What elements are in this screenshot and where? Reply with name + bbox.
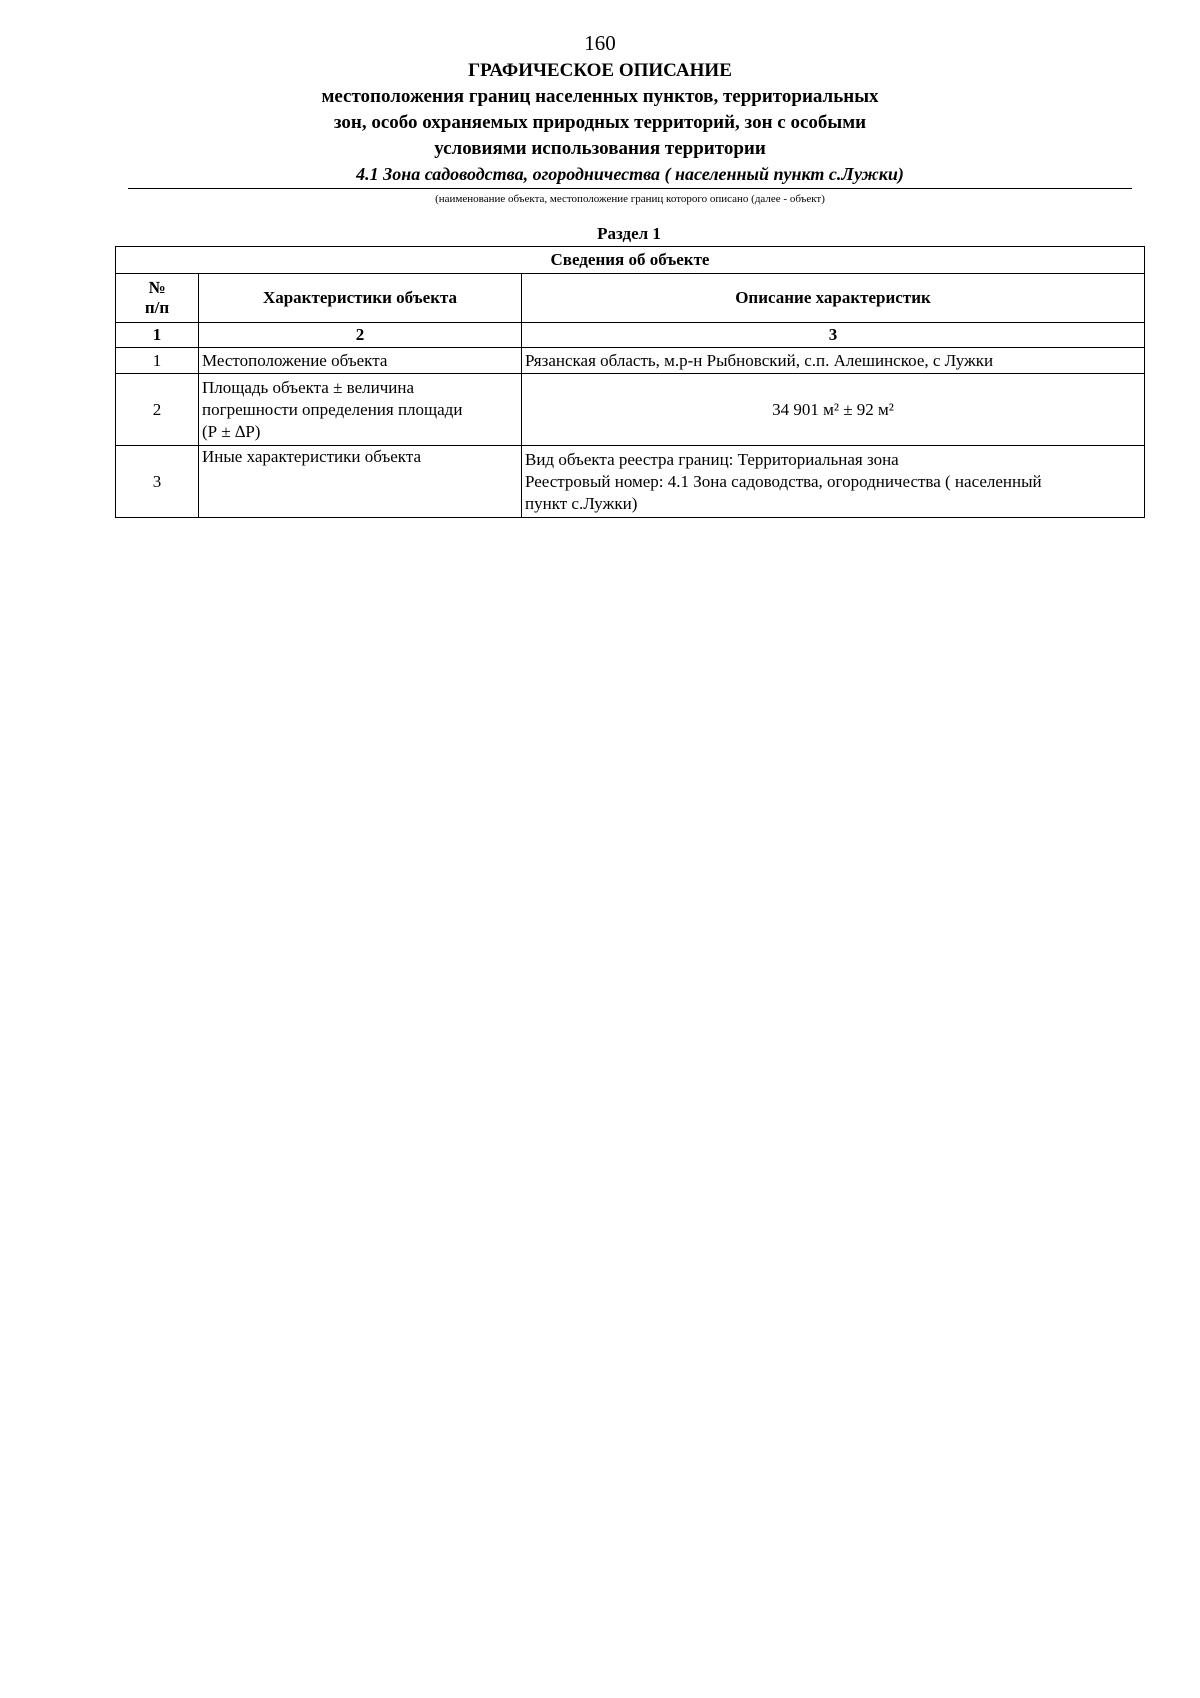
row-characteristic-line: Иные характеристики объекта: [202, 447, 422, 466]
table-header-row: [116, 274, 1145, 323]
row-characteristic-line: Площадь объекта ± величина: [202, 377, 415, 397]
row-characteristic: [199, 446, 522, 518]
document-subtitle-line-2: зон, особо охраняемых природных территорий, зон с особыми: [333, 112, 867, 133]
header-description: Описание характеристик: [522, 274, 1145, 323]
row-characteristic-line: (Р ± ∆Р): [202, 421, 261, 441]
column-number: 2: [199, 323, 522, 348]
row-characteristic-line: погрешности определения площади: [202, 399, 463, 419]
row-num: 1: [116, 348, 199, 374]
row-characteristic: [199, 348, 522, 374]
row-num: 2: [116, 374, 199, 446]
document-subtitle-line-3: условиями использования территории: [434, 138, 766, 159]
column-number: 3: [522, 323, 1145, 348]
document-header: [240, 58, 960, 162]
header-num-line-1: №: [148, 278, 166, 297]
row-characteristic: [199, 374, 522, 446]
table-caption: Сведения об объекте: [116, 247, 1145, 274]
row-num: 3: [116, 446, 199, 518]
object-info-table: [115, 246, 1145, 518]
row-description-line: 34 901 м² ± 92 м²: [772, 399, 894, 419]
section-title: Раздел 1: [597, 224, 661, 243]
table-row: [116, 348, 1145, 374]
header-num: [116, 274, 199, 323]
document-subtitle-line-1: местоположения границ населенных пунктов, территориальных: [321, 86, 879, 107]
table-caption-row: [116, 247, 1145, 274]
row-description-line: Рязанская область, м.р-н Рыбновский, с.п. Алешинское, с Лужки: [525, 350, 994, 370]
header-characteristics: Характеристики объекта: [199, 274, 522, 323]
row-description: [522, 446, 1145, 518]
object-name-caption: (наименование объекта, местоположение границ которого описано (далее - объект): [435, 193, 825, 205]
row-description-line: Реестровый номер: 4.1 Зона садоводства, огородничества ( населенный: [525, 471, 1042, 491]
table-row: [116, 446, 1145, 518]
row-description: [522, 348, 1145, 374]
object-name: 4.1 Зона садоводства, огородничества ( населенный пункт с.Лужки): [356, 164, 904, 184]
document-title: ГРАФИЧЕСКОЕ ОПИСАНИЕ: [468, 60, 732, 81]
page-number: 160: [584, 31, 616, 55]
row-characteristic-line: Местоположение объекта: [202, 350, 388, 370]
header-num-line-2: п/п: [144, 298, 170, 317]
row-description-line: пункт с.Лужки): [525, 493, 638, 513]
table-row: [116, 374, 1145, 446]
column-number: 1: [116, 323, 199, 348]
column-number-row: [116, 323, 1145, 348]
row-description: [522, 374, 1145, 446]
row-description-line: Вид объекта реестра границ: Территориальная зона: [525, 449, 899, 469]
object-name-underline: [128, 188, 1132, 189]
